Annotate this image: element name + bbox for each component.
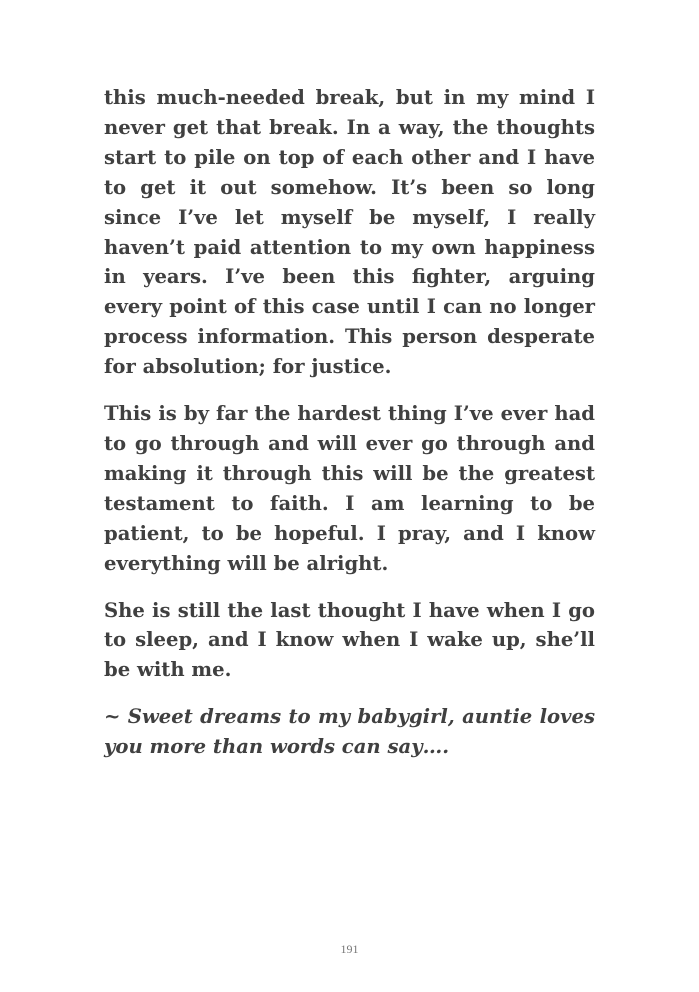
paragraph-2: This is by far the hardest thing I’ve ever had to go through and will ever go through and making it through this will be the greatest testament to faith. I am learning to be patient, to be hopeful. I pray, and I know everything will be alright. [104,402,595,575]
page-number: 191 [340,942,359,956]
paragraph-1: this much-needed break, but in my mind I never get that break. In a way, the thoughts start to pile on top of each other and I have to get it out somehow. It’s been so long since I’ve let myself be myself, I really haven’t paid attention to my own happiness in years. I’ve been this fighter, arguing every point of this case until I can no longer process information. This person desperate for absolution; for justice. [104,86,595,379]
closing-dedication: ~ Sweet dreams to my babygirl, auntie loves you more than words can say…. [104,705,595,759]
body-text [104,83,595,779]
paragraph-3: She is still the last thought I have when I go to sleep, and I know when I wake up, she’ll be with me. [104,598,595,682]
